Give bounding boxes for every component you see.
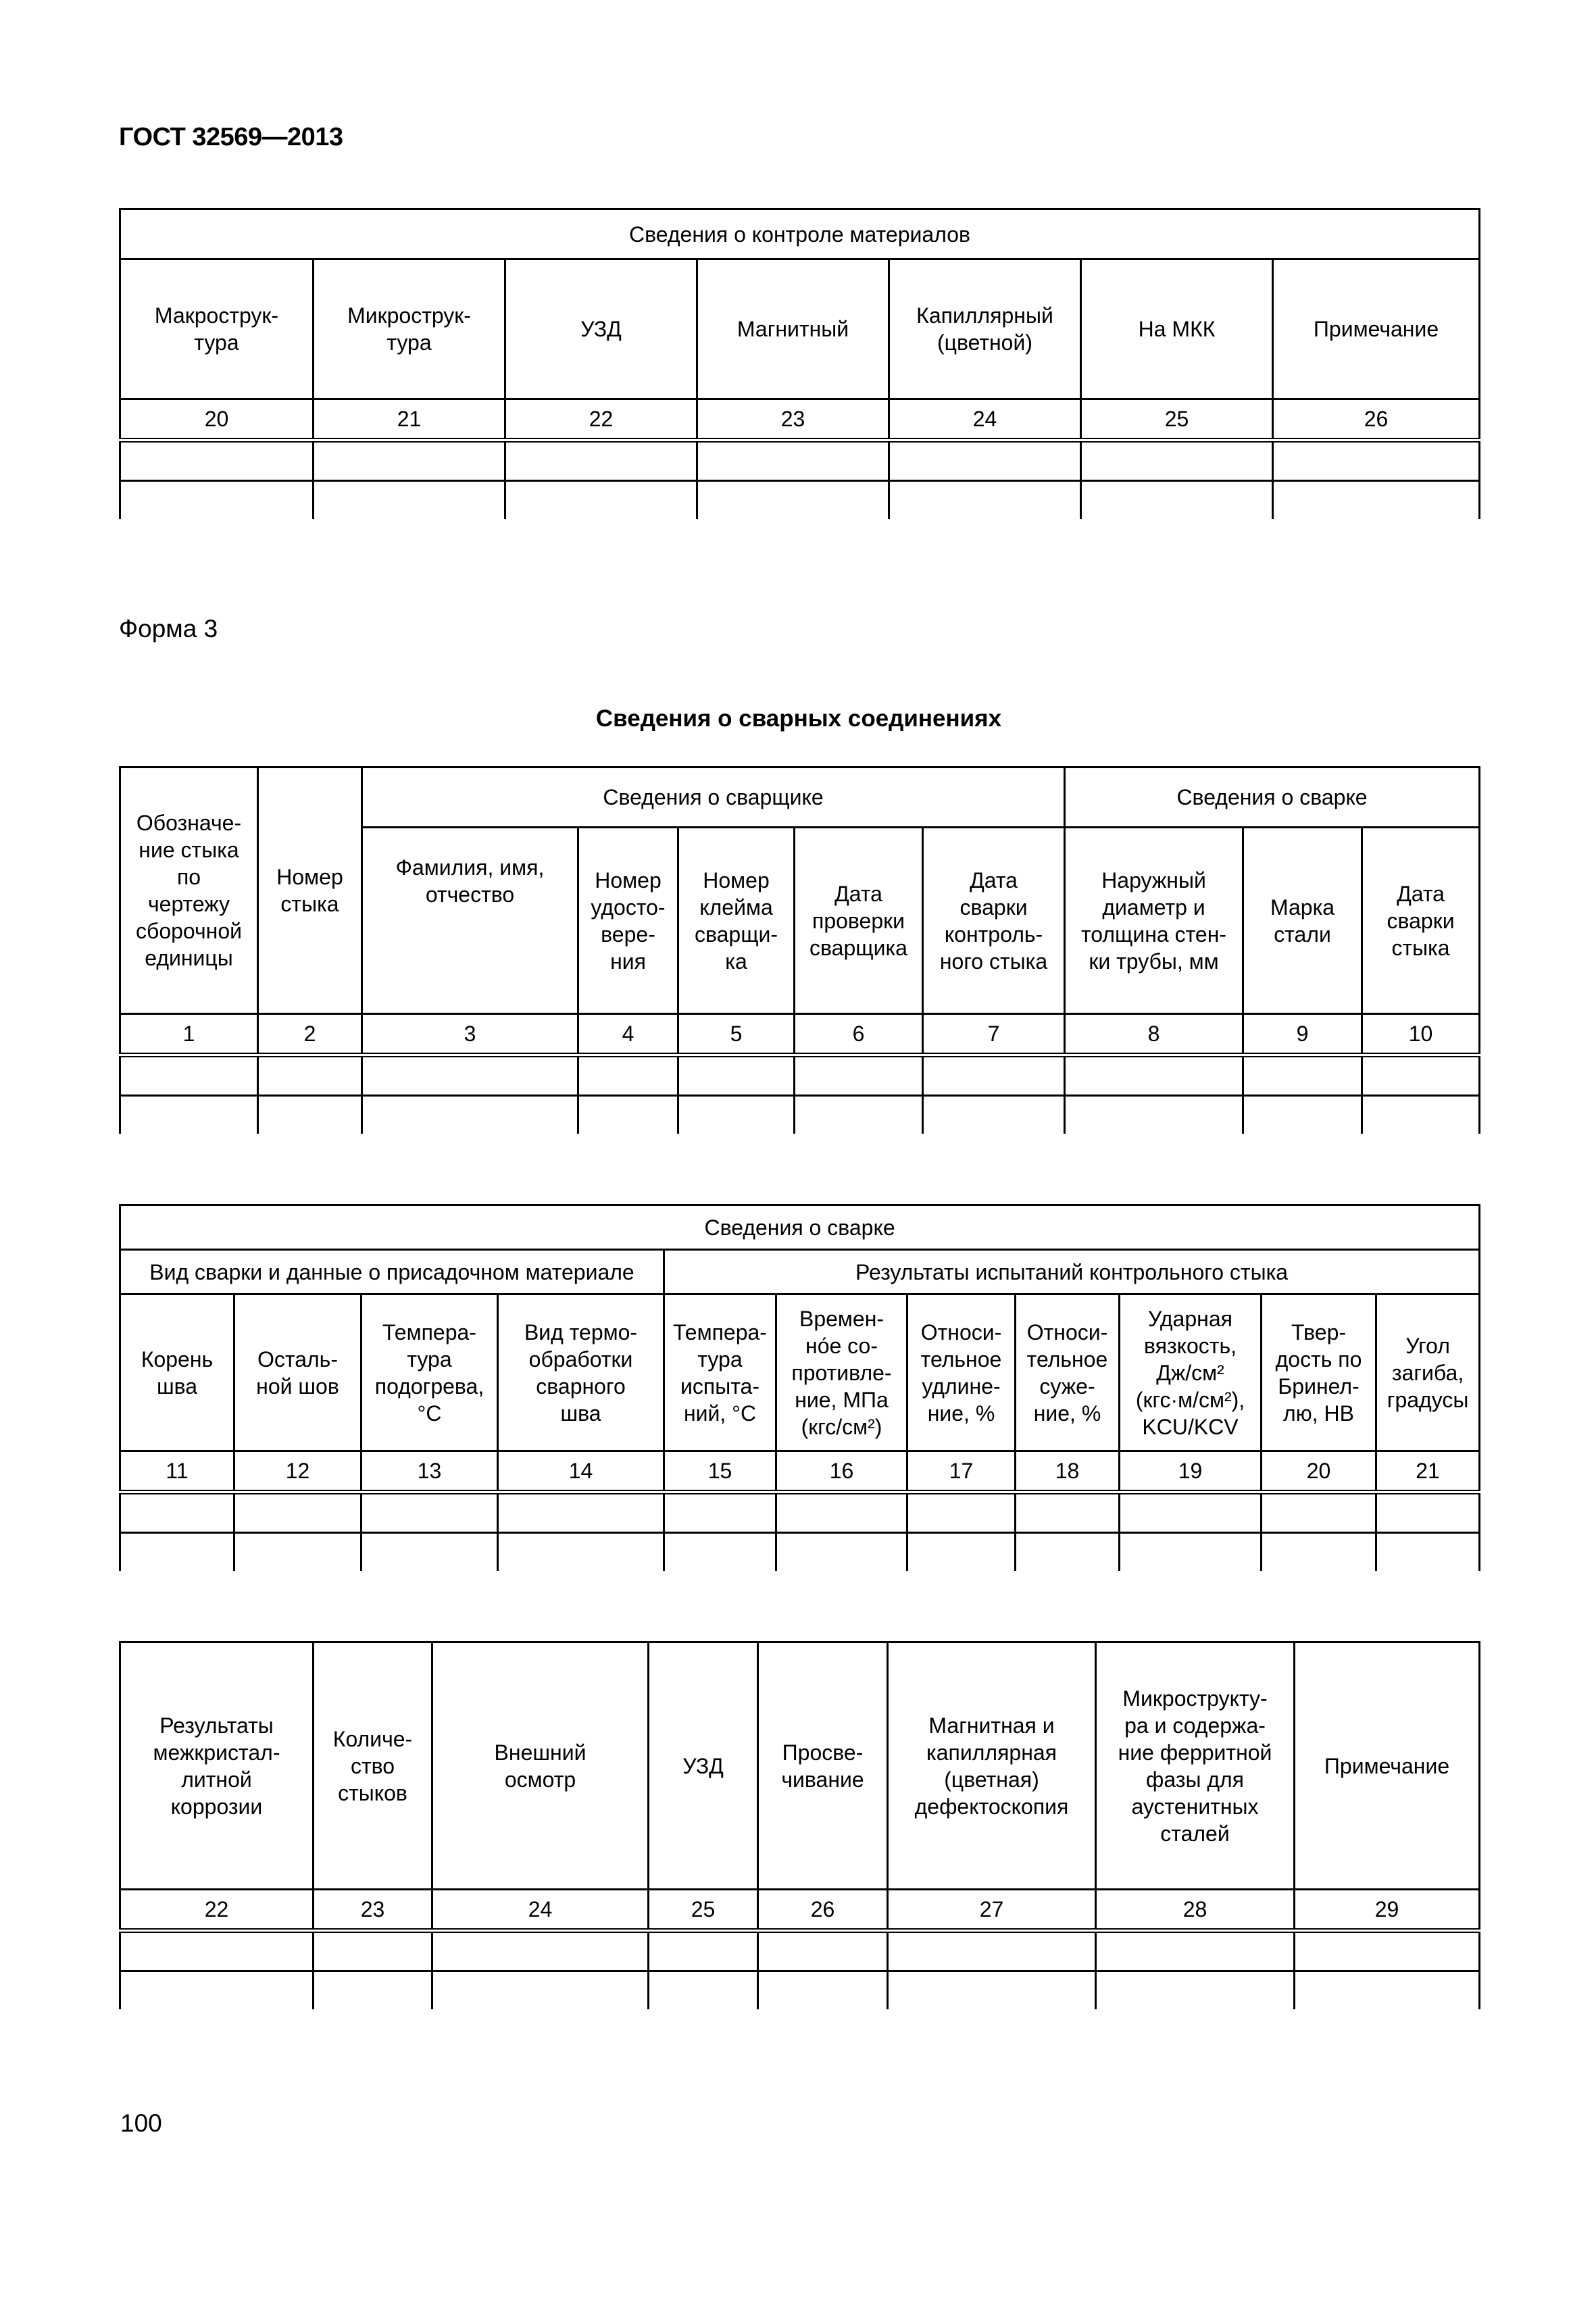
table-row <box>120 1971 1480 2010</box>
welding-group-header: Сведения о сварке <box>1065 768 1480 828</box>
root-weld-header: Корень шва <box>120 1294 234 1451</box>
rest-weld-header: Осталь- ной шов <box>234 1294 361 1451</box>
welder-name-header: Фамилия, имя, отчество <box>362 828 578 1014</box>
welder-stamp-header: Номер клейма сварщи- ка <box>678 828 795 1014</box>
joint-weld-date-header: Дата сварки стыка <box>1362 828 1480 1014</box>
column-number: 22 <box>120 1890 314 1931</box>
welder-check-date-header: Дата проверки сварщика <box>795 828 923 1014</box>
pipe-diameter-header: Наружный диаметр и толщина стен- ки трубы, мм <box>1065 828 1243 1014</box>
table1-col-header: Макрострук- тура <box>120 259 314 399</box>
welder-group-header: Сведения о сварщике <box>362 768 1065 828</box>
column-number: 20 <box>120 399 314 441</box>
table-row <box>120 1931 1480 1971</box>
visual-inspection-header: Внешний осмотр <box>432 1642 649 1890</box>
table1-col-header: Капиллярный (цветной) <box>889 259 1081 399</box>
table2-number-row <box>120 1014 1480 1055</box>
column-number: 4 <box>578 1014 678 1055</box>
heat-treatment-header: Вид термо- обработки сварного шва <box>498 1294 664 1451</box>
column-number: 27 <box>888 1890 1096 1931</box>
column-number: 24 <box>432 1890 649 1931</box>
column-number: 12 <box>234 1451 361 1492</box>
column-number: 14 <box>498 1451 664 1492</box>
radiography-header: Просве- чивание <box>758 1642 888 1890</box>
column-number: 13 <box>361 1451 498 1492</box>
welding-test-results-table <box>119 1204 1480 1571</box>
impact-toughness-header: Ударная вязкость, Дж/см² (кгс·м/см²), KCU/KCV <box>1120 1294 1262 1451</box>
hardness-header: Твер- дость по Бринел- лю, НВ <box>1262 1294 1376 1451</box>
materials-control-table <box>119 208 1480 519</box>
form-label: Форма 3 <box>119 615 218 643</box>
preheat-temp-header: Темпера- тура подогрева, °С <box>361 1294 498 1451</box>
control-joint-date-header: Дата сварки контроль- ного стыка <box>923 828 1065 1014</box>
column-number: 25 <box>1081 399 1273 441</box>
column-number: 8 <box>1065 1014 1243 1055</box>
welding-type-header: Вид сварки и данные о присадочном материале <box>120 1250 664 1294</box>
welded-joints-table <box>119 766 1480 1134</box>
joint-designation-header: Обозначе- ние стыка по чертежу сборочной единицы <box>120 768 258 1014</box>
table1-header-row <box>120 259 1480 399</box>
table1-col-header: Микрострук- тура <box>314 259 505 399</box>
column-number: 16 <box>776 1451 907 1492</box>
table1-col-header: УЗД <box>505 259 697 399</box>
bend-angle-header: Угол загиба, градусы <box>1376 1294 1480 1451</box>
table1-col-header: На МКК <box>1081 259 1273 399</box>
column-number: 7 <box>923 1014 1065 1055</box>
column-number: 2 <box>258 1014 362 1055</box>
joints-count-header: Количе- ство стыков <box>314 1642 432 1890</box>
reduction-header: Относи- тельное суже- ние, % <box>1016 1294 1120 1451</box>
table1-col-header: Примечание <box>1273 259 1480 399</box>
column-number: 17 <box>907 1451 1016 1492</box>
test-results-header: Результаты испытаний контрольного стыка <box>664 1250 1480 1294</box>
column-number: 26 <box>1273 399 1480 441</box>
inspection-results-table <box>119 1641 1480 2009</box>
column-number: 23 <box>697 399 889 441</box>
table-row <box>120 1533 1480 1571</box>
page-number: 100 <box>120 2109 162 2137</box>
table-row <box>120 1055 1480 1096</box>
column-number: 1 <box>120 1014 258 1055</box>
ultrasonic-header: УЗД <box>649 1642 758 1890</box>
test-temp-header: Темпера- тура испыта- ний, °С <box>664 1294 776 1451</box>
column-number: 28 <box>1096 1890 1295 1931</box>
column-number: 26 <box>758 1890 888 1931</box>
table-row <box>120 441 1480 481</box>
elongation-header: Относи- тельное удлине- ние, % <box>907 1294 1016 1451</box>
column-number: 21 <box>1376 1451 1480 1492</box>
column-number: 18 <box>1016 1451 1120 1492</box>
magnetic-capillary-header: Магнитная и капиллярная (цветная) дефектоскопия <box>888 1642 1096 1890</box>
note-header: Примечание <box>1295 1642 1480 1890</box>
table1-col-header: Магнитный <box>697 259 889 399</box>
column-number: 21 <box>314 399 505 441</box>
table3-group-title: Сведения о сварке <box>120 1205 1480 1250</box>
column-number: 9 <box>1243 1014 1362 1055</box>
column-number: 11 <box>120 1451 234 1492</box>
column-number: 23 <box>314 1890 432 1931</box>
welder-cert-header: Номер удосто- вере- ния <box>578 828 678 1014</box>
column-number: 29 <box>1295 1890 1480 1931</box>
table-row <box>120 481 1480 520</box>
column-number: 24 <box>889 399 1081 441</box>
intergranular-corrosion-header: Результаты межкристал- литной коррозии <box>120 1642 314 1890</box>
table-row <box>120 1096 1480 1134</box>
steel-grade-header: Марка стали <box>1243 828 1362 1014</box>
table1-number-row <box>120 399 1480 441</box>
column-number: 15 <box>664 1451 776 1492</box>
table1-group-title: Сведения о контроле материалов <box>120 209 1480 259</box>
table3-number-row <box>120 1451 1480 1492</box>
table-row <box>120 1492 1480 1533</box>
column-number: 25 <box>649 1890 758 1931</box>
column-number: 5 <box>678 1014 795 1055</box>
column-number: 19 <box>1120 1451 1262 1492</box>
column-number: 10 <box>1362 1014 1480 1055</box>
microstructure-header: Микрострукту- ра и содержа- ние ферритной фазы для аустенитных сталей <box>1096 1642 1295 1890</box>
document-header: ГОСТ 32569—2013 <box>119 123 343 151</box>
column-number: 6 <box>795 1014 923 1055</box>
column-number: 22 <box>505 399 697 441</box>
column-number: 20 <box>1262 1451 1376 1492</box>
joint-number-header: Номер стыка <box>258 768 362 1014</box>
form-title: Сведения о сварных соединениях <box>595 705 1002 732</box>
tensile-strength-header: Времен- но́е со- противле- ние, МПа (кгс/см²) <box>776 1294 907 1451</box>
table4-number-row <box>120 1890 1480 1931</box>
column-number: 3 <box>362 1014 578 1055</box>
